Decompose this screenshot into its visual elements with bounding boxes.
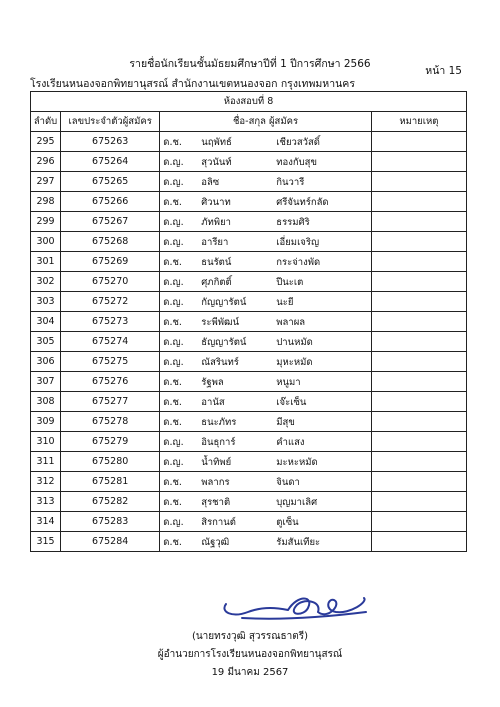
last-name: กระจ่างพัด <box>276 257 321 268</box>
applicant-name <box>160 432 371 452</box>
school-subtitle: โรงเรียนหนองจอกพิทยานุสรณ์ สำนักงานเขตหนองจอก กรุงเทพมหานคร <box>30 78 355 90</box>
name-prefix: ด.ญ. <box>163 277 184 288</box>
table-row <box>31 512 467 532</box>
name-prefix: ด.ญ. <box>163 157 184 168</box>
last-name: มีสุข <box>276 417 295 428</box>
table-row <box>31 232 467 252</box>
applicant-id: 675265 <box>61 172 160 192</box>
last-name: ธรรมศิริ <box>276 217 310 228</box>
row-number: 308 <box>31 392 61 412</box>
note-cell <box>371 492 466 512</box>
applicant-id: 675282 <box>61 492 160 512</box>
table-row <box>31 152 467 172</box>
first-name: น้ำทิพย์ <box>201 457 232 468</box>
first-name: ธนะภัทร <box>201 417 237 428</box>
applicant-id: 675274 <box>61 332 160 352</box>
note-cell <box>371 232 466 252</box>
applicant-id: 675277 <box>61 392 160 412</box>
table-row <box>31 292 467 312</box>
last-name: หนูมา <box>276 377 301 388</box>
room-label: ห้องสอบที่ 8 <box>31 92 467 112</box>
applicant-name <box>160 272 371 292</box>
table-row <box>31 492 467 512</box>
applicant-id: 675281 <box>61 472 160 492</box>
row-number: 299 <box>31 212 61 232</box>
note-cell <box>371 132 466 152</box>
table-row <box>31 372 467 392</box>
name-prefix: ด.ญ. <box>163 337 184 348</box>
row-number: 307 <box>31 372 61 392</box>
last-name: เจ๊ะเซ็น <box>276 397 307 408</box>
name-prefix: ด.ช. <box>163 537 182 548</box>
last-name: ทองกับสุข <box>276 157 317 168</box>
applicant-id: 675284 <box>61 532 160 552</box>
table-row <box>31 452 467 472</box>
applicant-name <box>160 332 371 352</box>
applicant-name <box>160 512 371 532</box>
note-cell <box>371 292 466 312</box>
table-row <box>31 132 467 152</box>
applicant-name <box>160 532 371 552</box>
last-name: เชียวสวัสดิ์ <box>276 137 320 148</box>
applicant-id: 675267 <box>61 212 160 232</box>
table-row <box>31 392 467 412</box>
name-prefix: ด.ญ. <box>163 437 184 448</box>
note-cell <box>371 352 466 372</box>
row-number: 302 <box>31 272 61 292</box>
applicant-name <box>160 152 371 172</box>
applicant-id: 675263 <box>61 132 160 152</box>
row-number: 314 <box>31 512 61 532</box>
first-name: ธัญญารัตน์ <box>201 337 247 348</box>
page-number: หน้า 15 <box>425 65 462 77</box>
row-number: 303 <box>31 292 61 312</box>
row-number: 312 <box>31 472 61 492</box>
row-number: 315 <box>31 532 61 552</box>
document-date: 19 มีนาคม 2567 <box>211 667 289 678</box>
first-name: อารียา <box>201 237 229 248</box>
signer-position: ผู้อำนวยการโรงเรียนหนองจอกพิทยานุสรณ์ <box>157 649 343 660</box>
applicant-id: 675272 <box>61 292 160 312</box>
last-name: มุหะหมัด <box>276 357 313 368</box>
table-row <box>31 272 467 292</box>
applicant-name <box>160 312 371 332</box>
note-cell <box>371 252 466 272</box>
row-number: 297 <box>31 172 61 192</box>
last-name: กินวารี <box>276 177 305 188</box>
col-header-name: ชื่อ-สกุล ผู้สมัคร <box>160 112 371 132</box>
applicant-id: 675268 <box>61 232 160 252</box>
table-row <box>31 172 467 192</box>
name-prefix: ด.ช. <box>163 197 182 208</box>
note-cell <box>371 512 466 532</box>
header-row <box>31 112 467 132</box>
table-row <box>31 412 467 432</box>
name-prefix: ด.ญ. <box>163 357 184 368</box>
last-name: ปีนะเต <box>276 277 304 288</box>
name-prefix: ด.ญ. <box>163 297 184 308</box>
last-name: พลาผล <box>276 317 306 328</box>
applicant-name <box>160 492 371 512</box>
table-row <box>31 212 467 232</box>
name-prefix: ด.ญ. <box>163 237 184 248</box>
first-name: ศิวนาท <box>201 197 231 208</box>
applicant-name <box>160 292 371 312</box>
applicant-id: 675278 <box>61 412 160 432</box>
applicant-name <box>160 472 371 492</box>
table-row <box>31 332 467 352</box>
applicant-id: 675279 <box>61 432 160 452</box>
table-row <box>31 312 467 332</box>
first-name: ระพีพัฒน์ <box>201 317 240 328</box>
last-name: เอี่ยมเจริญ <box>276 237 320 248</box>
row-number: 295 <box>31 132 61 152</box>
note-cell <box>371 472 466 492</box>
first-name: ณัฐวุฒิ <box>201 537 230 548</box>
name-prefix: ด.ช. <box>163 477 182 488</box>
note-cell <box>371 412 466 432</box>
applicant-name <box>160 132 371 152</box>
col-header-note: หมายเหตุ <box>371 112 466 132</box>
name-prefix: ด.ญ. <box>163 457 184 468</box>
name-prefix: ด.ช. <box>163 137 182 148</box>
first-name: สุวนันท์ <box>201 157 232 168</box>
room-row <box>31 92 467 112</box>
applicant-name <box>160 372 371 392</box>
applicant-name <box>160 392 371 412</box>
last-name: รัมสันเทียะ <box>276 537 321 548</box>
note-cell <box>371 312 466 332</box>
first-name: ธนรัตน์ <box>201 257 232 268</box>
note-cell <box>371 452 466 472</box>
row-number: 313 <box>31 492 61 512</box>
applicant-id: 675276 <box>61 372 160 392</box>
first-name: ภัทพิยา <box>201 217 231 228</box>
table-row <box>31 432 467 452</box>
table-row <box>31 352 467 372</box>
first-name: รัฐพล <box>201 377 224 388</box>
note-cell <box>371 332 466 352</box>
row-number: 300 <box>31 232 61 252</box>
first-name: กัญญารัตน์ <box>201 297 247 308</box>
first-name: ณัสรินทร์ <box>201 357 239 368</box>
first-name: พลากร <box>201 477 230 488</box>
note-cell <box>371 212 466 232</box>
row-number: 301 <box>31 252 61 272</box>
first-name: อานัส <box>201 397 225 408</box>
note-cell <box>371 532 466 552</box>
applicant-name <box>160 452 371 472</box>
note-cell <box>371 272 466 292</box>
last-name: ปานหมัด <box>276 337 313 348</box>
applicant-id: 675280 <box>61 452 160 472</box>
name-prefix: ด.ญ. <box>163 517 184 528</box>
last-name: ศรีจันทร์กลัด <box>276 197 329 208</box>
applicant-name <box>160 192 371 212</box>
row-number: 306 <box>31 352 61 372</box>
name-prefix: ด.ช. <box>163 377 182 388</box>
last-name: คำแสง <box>276 437 305 448</box>
name-prefix: ด.ช. <box>163 257 182 268</box>
row-number: 296 <box>31 152 61 172</box>
row-number: 305 <box>31 332 61 352</box>
first-name: สิรกานต์ <box>201 517 236 528</box>
row-number: 309 <box>31 412 61 432</box>
document-title: รายชื่อนักเรียนชั้นมัธยมศึกษาปีที่ 1 ปีการศึกษา 2566 <box>129 58 371 70</box>
col-header-id: เลขประจำตัวผู้สมัคร <box>61 112 160 132</box>
applicant-name <box>160 252 371 272</box>
applicant-id: 675264 <box>61 152 160 172</box>
applicant-id: 675270 <box>61 272 160 292</box>
last-name: มะหะหมัด <box>276 457 318 468</box>
table-row <box>31 472 467 492</box>
table-row <box>31 532 467 552</box>
signer-name: (นายทรงวุฒิ สุวรรณธาตรี) <box>191 631 309 642</box>
name-prefix: ด.ช. <box>163 417 182 428</box>
first-name: ศุภกิตติ์ <box>201 277 232 288</box>
row-number: 311 <box>31 452 61 472</box>
note-cell <box>371 392 466 412</box>
last-name: ตูเซ็น <box>276 517 299 528</box>
table-row <box>31 192 467 212</box>
applicant-id: 675283 <box>61 512 160 532</box>
first-name: นฤพัทธ์ <box>201 137 232 148</box>
first-name: อินธุการ์ <box>201 437 236 448</box>
table-row <box>31 252 467 272</box>
applicant-id: 675275 <box>61 352 160 372</box>
last-name: นะยี <box>276 297 294 308</box>
note-cell <box>371 432 466 452</box>
first-name: สุรชาติ <box>201 497 231 508</box>
note-cell <box>371 372 466 392</box>
signature-image <box>218 590 378 626</box>
applicant-name <box>160 172 371 192</box>
note-cell <box>371 192 466 212</box>
name-prefix: ด.ช. <box>163 397 182 408</box>
last-name: บุญมาเลิศ <box>276 497 318 508</box>
applicant-id: 675266 <box>61 192 160 212</box>
first-name: อลิซ <box>201 177 220 188</box>
name-prefix: ด.ช. <box>163 497 182 508</box>
name-prefix: ด.ญ. <box>163 217 184 228</box>
applicant-name <box>160 412 371 432</box>
applicant-name <box>160 232 371 252</box>
name-prefix: ด.ช. <box>163 317 182 328</box>
row-number: 310 <box>31 432 61 452</box>
applicant-id: 675269 <box>61 252 160 272</box>
applicant-name <box>160 212 371 232</box>
row-number: 298 <box>31 192 61 212</box>
note-cell <box>371 172 466 192</box>
name-prefix: ด.ญ. <box>163 177 184 188</box>
student-table <box>30 91 467 552</box>
applicant-id: 675273 <box>61 312 160 332</box>
col-header-no: ลำดับ <box>31 112 61 132</box>
applicant-name <box>160 352 371 372</box>
last-name: จินดา <box>276 477 300 488</box>
note-cell <box>371 152 466 172</box>
row-number: 304 <box>31 312 61 332</box>
